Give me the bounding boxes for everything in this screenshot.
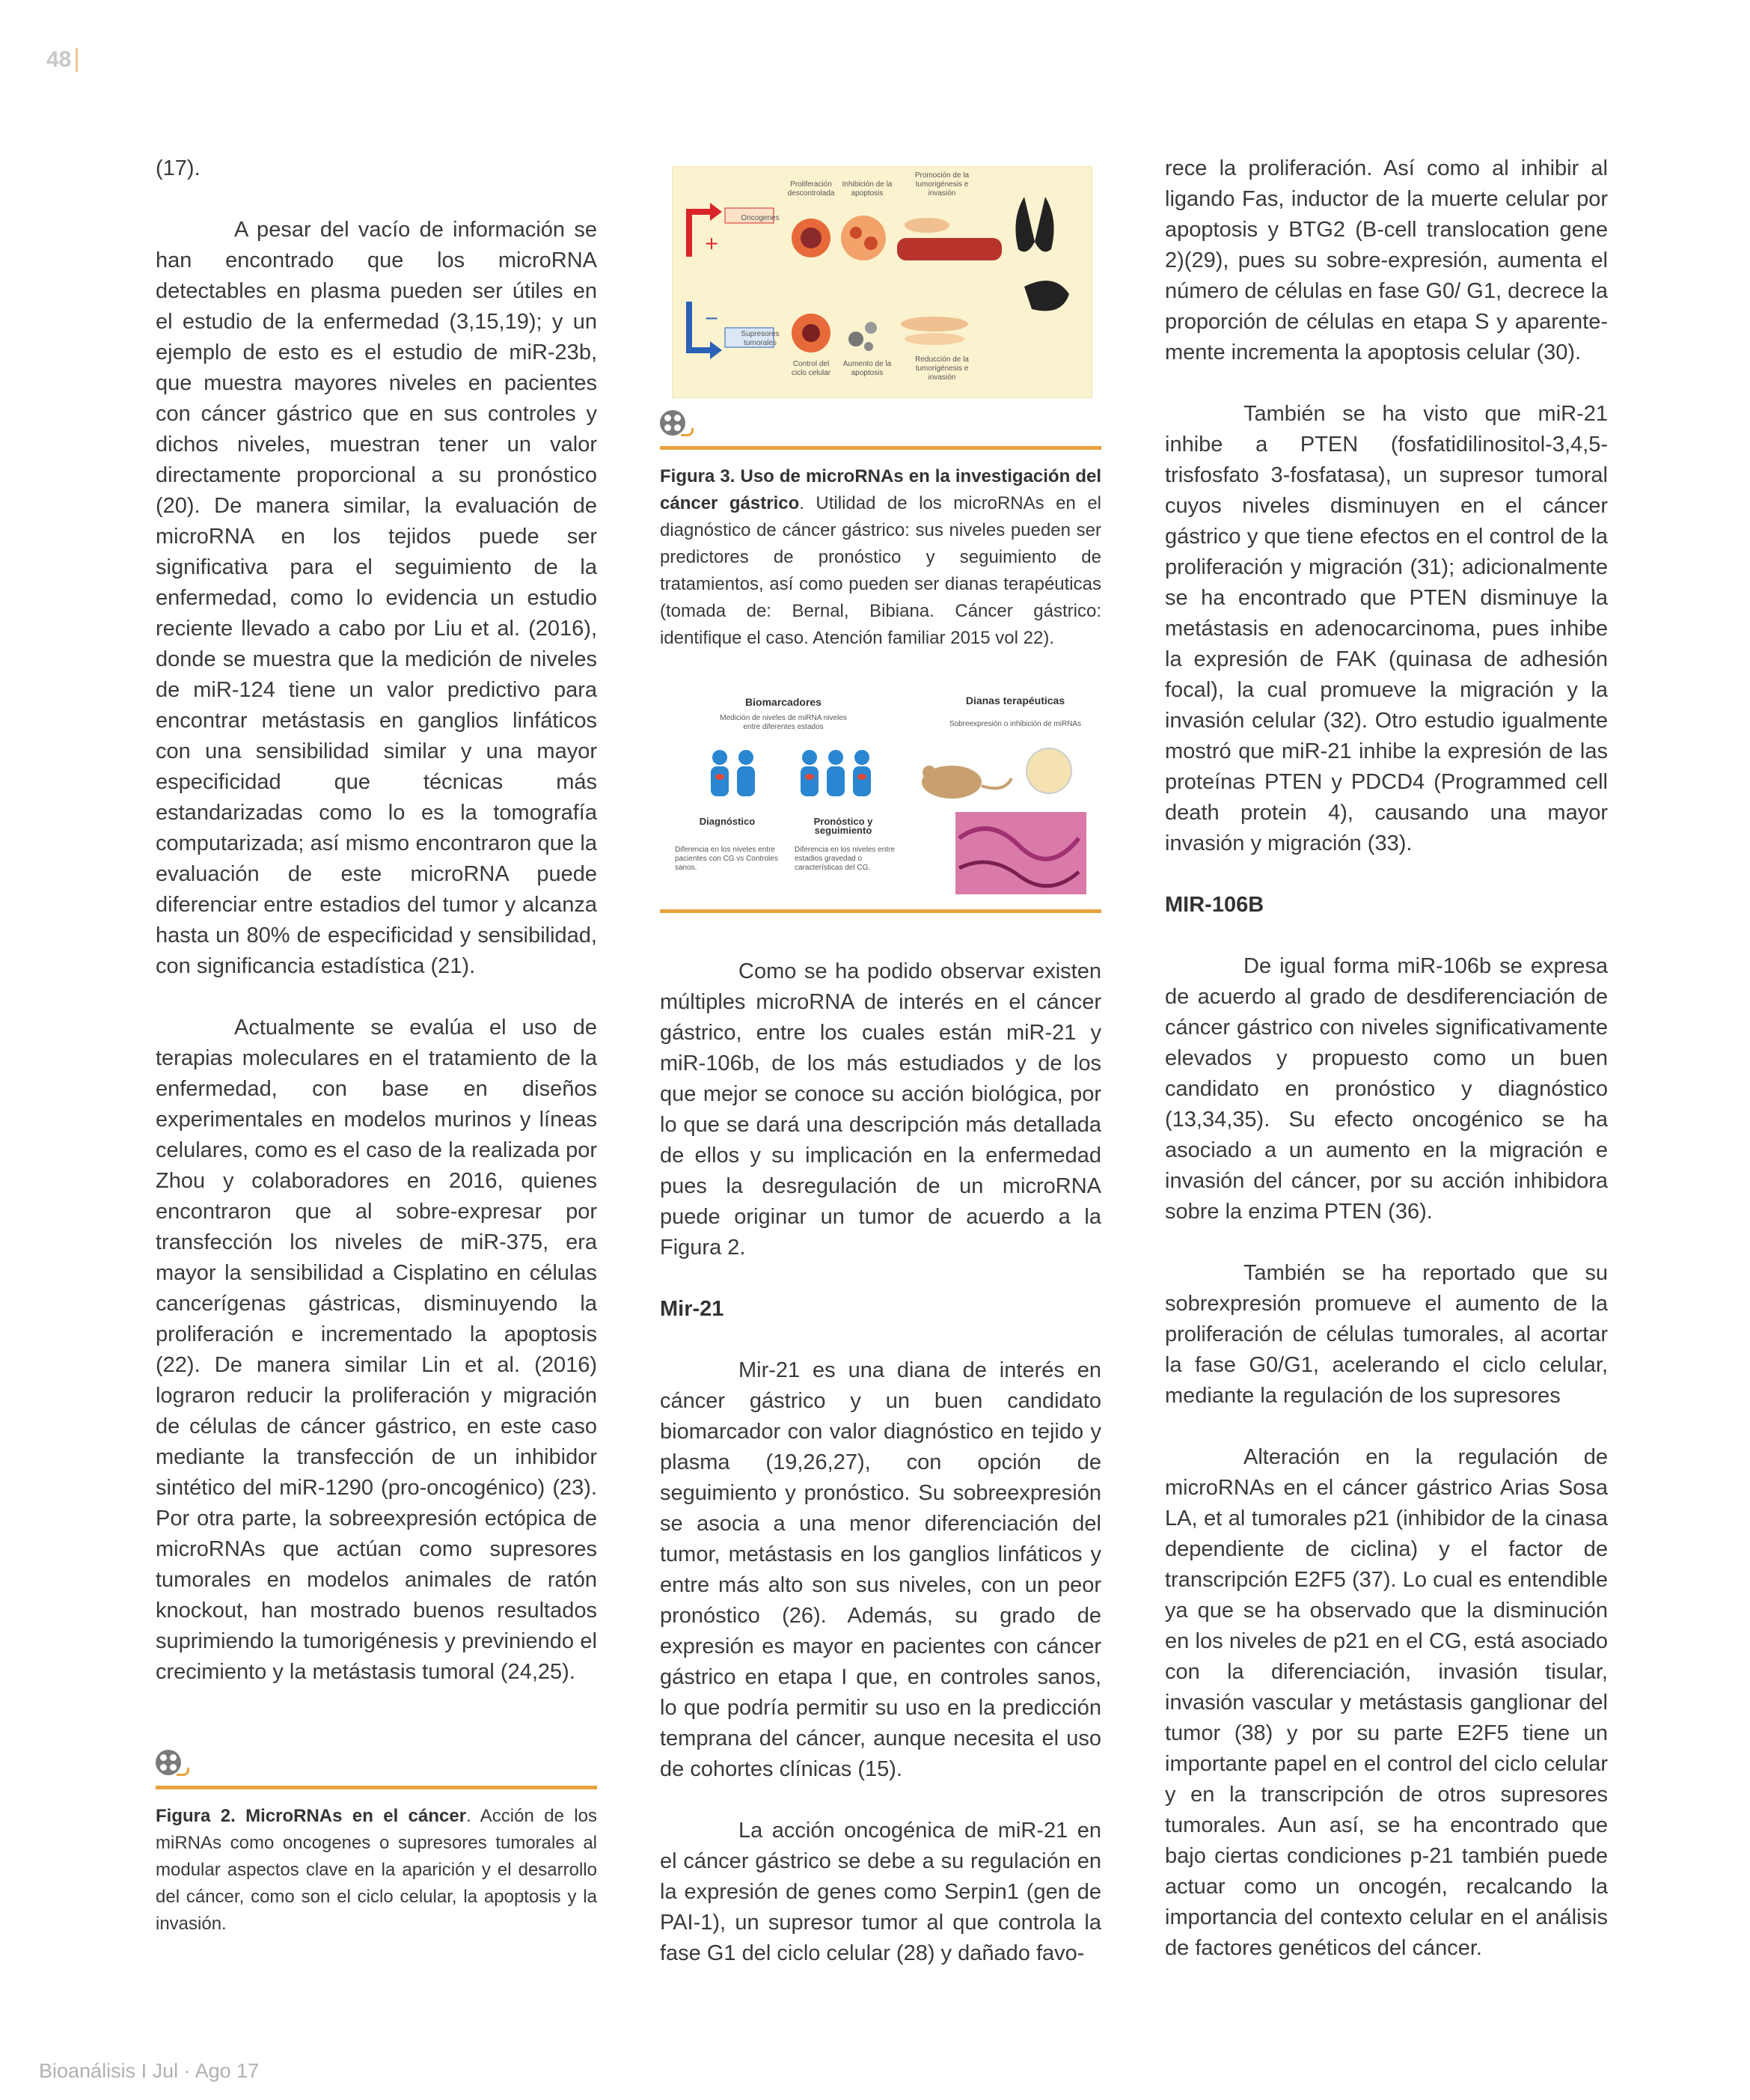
svg-text:−: −	[704, 308, 720, 329]
figure-2-caption: Figura 2. MicroRNAs en el cáncer. Acción de los miRNAs como oncogenes o supresores tumorales al modular aspectos clave en la aparición y el desarrollo del cáncer, como son el ciclo celular, la apoptosis y la invasión.	[156, 1806, 597, 1934]
figure-3-caption: Figura 3. Uso de microRNAs en la investigación del cáncer gástrico. Utilidad de los microRNAs en el diagnóstico de cáncer gástrico: sus niveles pueden ser predictores de pronóstico y seguimiento de tratamientos, así como pueden ser dianas terapéuticas (tomada de: Bernal, Bibiana. Cáncer gástrico: identifique el caso. Atención familiar 2015 vol 22).	[660, 466, 1101, 648]
label-promocion: Promoción de la tumorigénesis e invasión	[914, 171, 970, 198]
figure-3-image	[660, 157, 1101, 404]
oncogene-arrow-icon	[689, 203, 722, 257]
label-control-ciclo: Control del ciclo celular	[791, 360, 831, 377]
svg-text:+: +	[704, 233, 720, 254]
diagram-medicion: Medición de niveles de miRNA niveles entre diferentes estados	[720, 714, 847, 731]
diagram-diag-text: Diferencia en los niveles entre pacientes con CG vs Controles sanos.	[675, 846, 778, 872]
diagram-dianas: Dianas terapéuticas	[965, 695, 1065, 706]
middle-column	[660, 956, 1101, 2000]
figure-3-caption-block	[660, 410, 1101, 652]
label-supresores: Supresores tumorales	[741, 330, 780, 347]
label-aumento-apoptosis: Aumento de la apoptosis	[842, 360, 892, 377]
suppressor-arrow-icon	[689, 302, 722, 359]
diagram-biomarcadores: Biomarcadores	[745, 696, 822, 708]
paragraph: También se ha reportado que su sobrexpresión promueve el aumento de la proliferación de células tumorales, al acortar la fase G0/G1, acelerando el ciclo celular, mediante la regulación de los supresores	[1165, 1261, 1608, 1408]
paragraph: (17).	[156, 156, 201, 180]
diagram-pronostico: Pronóstico y seguimiento	[813, 816, 873, 836]
paragraph: A pesar del vacío de información se han encontrado que los microRNA detectables en plasma pueden ser útiles en el estudio de la enfermedad (3,15,19); y un ejemplo de esto es el estudio de miR-23b, que muestra mayores niveles en pacientes con cáncer gástrico que en sus controles y dichos niveles, muestran tener un valor directamente proporcional a su pronóstico (20). De manera similar, la evaluación de microRNA en los tejidos puede ser significativa para el seguimiento de la enfermedad, como lo evidencia un estudio reciente llevado a cabo por Liu et al. (2016), donde se muestra que la medición de niveles de miR-124 tiene un valor predictivo para encontrar metástasis en ganglios linfáticos con una sensibilidad similar y una mayor especificidad que técnicas más estandarizadas como lo es la tomografía computarizada; así mismo encontraron que la evaluación de este microRNA puede diferenciar entre estadios del tumor y alcanza hasta un 80% de especificidad y sensibilidad, con significancia estadística (21).	[156, 218, 597, 978]
paragraph: Mir-21 es una diana de interés en cáncer gástrico y un buen candidato biomarcador con valor diagnóstico en tejido y plasma (19,26,27), con opción de seguimiento y pronóstico. Su sobreexpresión se asocia a una menor diferenciación del tumor, metástasis en los ganglios linfáticos y entre más alto son sus niveles, con un peor pronóstico (26). Además, su grado de expresión es mayor en pacientes con cáncer gástrico en etapa I que, en controles sanos, lo que podría permitir su uso en la predicción temprana del cáncer, aunque necesita el uso de cohortes clínicas (15).	[660, 1358, 1101, 1781]
paragraph: La acción oncogénica de miR-21 en el cáncer gástrico se debe a su regulación en la expresión de genes como Serpin1 (gen de PAI-1), un supresor tumor al que controla la fase G1 del ciclo celular (28) y dañado favo-	[660, 1819, 1101, 1965]
right-column	[1165, 153, 1608, 1994]
diagram-diagnostico: Diagnóstico	[699, 816, 756, 827]
left-column	[156, 153, 597, 1718]
diagram-pron-text: Diferencia en los niveles entre estadios gravedad o características del CG.	[795, 846, 895, 872]
section-heading-mir106b: MIR-106B	[1165, 893, 1264, 917]
biomarker-diagram	[660, 689, 1101, 906]
paragraph: De igual forma miR-106b se expresa de acuerdo al grado de desdiferenciación de cáncer gástrico con niveles significativamente elevados y propuesto como un buen candidato en pronóstico y diagnóstico (13,34,35). Su efecto oncogénico se ha asociado a un aumento en la migración e invasión del cáncer, por su acción inhibidora sobre la enzima PTEN (36).	[1165, 954, 1608, 1224]
label-reduccion: Reducción de la tumorigénesis e invasión	[915, 355, 969, 382]
diagram-sobreexpresion: Sobreexpresión o inhibición de miRNAs	[949, 720, 1082, 728]
paragraph: Alteración en la regulación de microRNAs en el cáncer gástrico Arias Sosa LA, et al tumorales p21 (inhibidor de la cinasa dependiente de ciclina) y el factor de transcripción E2F5 (37). Lo cual es entendible ya que se ha observado que la disminución en los niveles de p21 en el CG, está asociado con la diferenciación, invasión tisular, invasión vascular y metástasis ganglionar del tumor (38) y por su parte E2F5 tiene un importante papel en el control del ciclo celular y en la transcripción de otros supresores tumorales. Aun así, se ha encontrado que bajo ciertas condiciones p-21 también puede actuar como un oncogén, recalcando la importancia del contexto celular en el análisis de factores genéticos del cáncer.	[1165, 1445, 1608, 1960]
page-number: 48	[46, 48, 78, 72]
figure-2-caption-block	[156, 1750, 597, 1938]
paragraph: Como se ha podido observar existen múltiples microRNA de interés en el cáncer gástrico, entre los cuales están miR-21 y miR-106b, de los más estudiados y de los que mejor se conoce su acción biológica, por lo que se dará una descripción más detallada de ellos y su implicación en la enfermedad pues la desregulación de un microRNA puede originar un tumor de acuerdo a la Figura 2.	[660, 959, 1101, 1260]
figure-bottom-rule	[660, 909, 1101, 913]
caption-rule	[660, 446, 1101, 450]
paragraph: rece la proliferación. Así como al inhibir al ligando Fas, inductor de la muerte celular por apoptosis y BTG2 (B-cell translocation gene 2)(29), pues su sobre-expresión, aumenta el número de células en fase G0/ G1, decrece la proporción de células en etapa S y aparente-mente incrementa la apoptosis celular (30).	[1165, 156, 1608, 364]
section-heading-mir21: Mir-21	[660, 1297, 724, 1321]
film-reel-icon	[156, 1750, 187, 1777]
label-proliferacion: Proliferación descontrolada	[787, 180, 835, 198]
label-oncogenes: Oncogenes	[741, 214, 780, 222]
paragraph: También se ha visto que miR-21 inhibe a PTEN (fosfatidilinositol-3,4,5-trisfosfato 3-fosfatasa), un supresor tumoral cuyos niveles disminuyen en el cáncer gástrico y que tiene efectos en el control de la proliferación y migración (31); adicionalmente se ha encontrado que PTEN disminuye la metástasis en adenocarcinoma, pues inhibe la expresión de FAK (quinasa de adhesión focal), la cual promueve la migración y la invasión celular (32). Otro estudio igualmente mostró que miR-21 inhibe la expresión de las proteínas PTEN y PDCD4 (Programmed cell death protein 4), causando una mayor invasión y migración (33).	[1165, 402, 1608, 855]
film-reel-icon	[660, 410, 691, 437]
footer: Bioanálisis I Jul · Ago 17	[39, 2060, 260, 2082]
label-inhibicion-apoptosis: Inhibición de la apoptosis	[842, 180, 893, 198]
paragraph: Actualmente se evalúa el uso de terapias moleculares en el tratamiento de la enfermedad, con base en diseños experimentales en modelos murinos y líneas celulares, como es el caso de la realizada por Zhou y colaboradores en 2016, quienes encontraron que al sobre-expresar por transfección los niveles de miR-375, era mayor la sensibilidad a Cisplatino en células cancerígenas gástricas, disminuyendo la proliferación e incrementado la apoptosis (22). De manera similar Lin et al. (2016) lograron reducir la proliferación y migración de células de cáncer gástrico, en este caso mediante la transfección de un inhibidor sintético del miR-1290 (pro-oncogénico) (23). Por otra parte, la sobreexpresión ectópica de microRNAs que actúan como supresores tumorales en modelos animales de ratón knockout, han mostrado buenos resultados suprimiendo la tumorigénesis y previniendo el crecimiento y la metástasis tumoral (24,25).	[156, 1016, 597, 1684]
caption-rule	[156, 1786, 597, 1789]
